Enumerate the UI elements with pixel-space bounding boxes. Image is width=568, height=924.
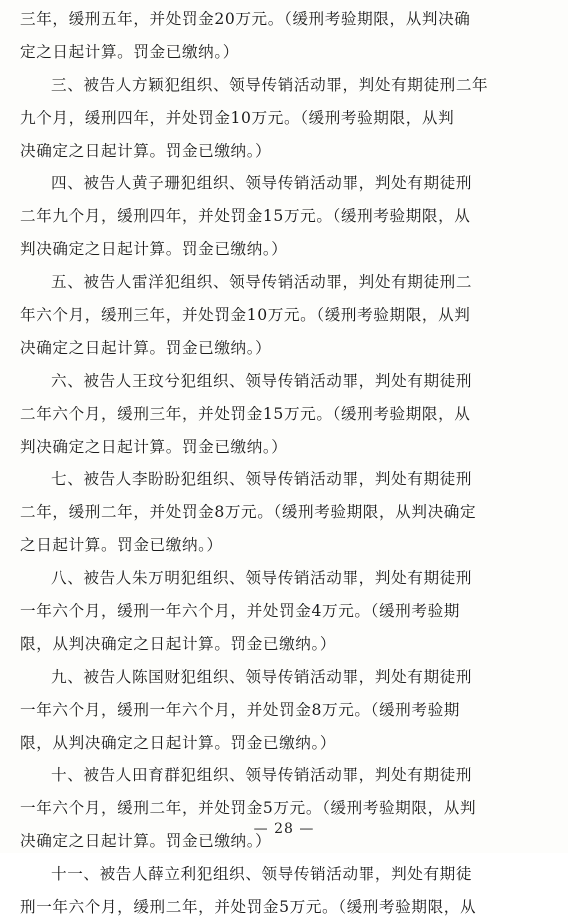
text-line: 三、被告人方颖犯组织、领导传销活动罪，判处有期徒刑二年 <box>51 75 489 94</box>
text-line: 判决确定之日起计算。罚金已缴纳。） <box>20 240 288 259</box>
text-line: 六、被告人王玟兮犯组织、领导传销活动罪，判处有期徒刑 <box>51 371 473 390</box>
text-line: 决确定之日起计算。罚金已缴纳。） <box>20 832 272 851</box>
page-number: — 28 — <box>253 821 315 837</box>
judgment-text <box>20 3 550 924</box>
text-line: 定之日起计算。罚金已缴纳。） <box>20 42 239 61</box>
text-line: 年六个月，缓刑三年，并处罚金10万元。（缓刑考验期限，从判 <box>20 306 471 325</box>
text-line: 七、被告人李盼盼犯组织、领导传销活动罪，判处有期徒刑 <box>51 470 473 489</box>
text-line: 九个月，缓刑四年，并处罚金10万元。（缓刑考验期限，从判 <box>20 108 455 127</box>
text-line: 刑一年六个月，缓刑二年，并处罚金5万元。（缓刑考验期限，从 <box>20 898 477 917</box>
text-line: 四、被告人黄子珊犯组织、领导传销活动罪，判处有期徒刑 <box>51 174 473 193</box>
text-line: 三年，缓刑五年，并处罚金20万元。（缓刑考验期限，从判决确 <box>20 10 471 28</box>
text-line: 决确定之日起计算。罚金已缴纳。） <box>20 338 272 357</box>
text-line: 五、被告人雷洋犯组织、领导传销活动罪，判处有期徒刑二 <box>51 273 473 292</box>
text-line: 限，从判决确定之日起计算。罚金已缴纳。） <box>20 733 337 752</box>
text-line: 判决确定之日起计算。罚金已缴纳。） <box>20 437 288 456</box>
text-line: 一年六个月，缓刑一年六个月，并处罚金8万元。（缓刑考验期 <box>20 700 460 719</box>
text-line: 二年，缓刑二年，并处罚金8万元。（缓刑考验期限，从判决确定 <box>20 503 477 522</box>
text-line: 十、被告人田育群犯组织、领导传销活动罪，判处有期徒刑 <box>51 766 473 785</box>
text-line: 二年九个月，缓刑四年，并处罚金15万元。（缓刑考验期限，从 <box>20 207 471 226</box>
text-line: 十一、被告人薛立利犯组织、领导传销活动罪，判处有期徒 <box>51 865 473 884</box>
text-line: 限，从判决确定之日起计算。罚金已缴纳。） <box>20 634 337 653</box>
text-line: 八、被告人朱万明犯组织、领导传销活动罪，判处有期徒刑 <box>51 569 473 588</box>
text-line: 一年六个月，缓刑二年，并处罚金5万元。（缓刑考验期限，从判 <box>20 799 477 818</box>
text-line: 九、被告人陈国财犯组织、领导传销活动罪，判处有期徒刑 <box>51 667 473 686</box>
text-line: 一年六个月，缓刑一年六个月，并处罚金4万元。（缓刑考验期 <box>20 602 460 621</box>
text-line: 决确定之日起计算。罚金已缴纳。） <box>20 141 272 160</box>
text-line: 之日起计算。罚金已缴纳。） <box>20 536 223 555</box>
text-line: 二年六个月，缓刑三年，并处罚金15万元。（缓刑考验期限，从 <box>20 404 471 423</box>
